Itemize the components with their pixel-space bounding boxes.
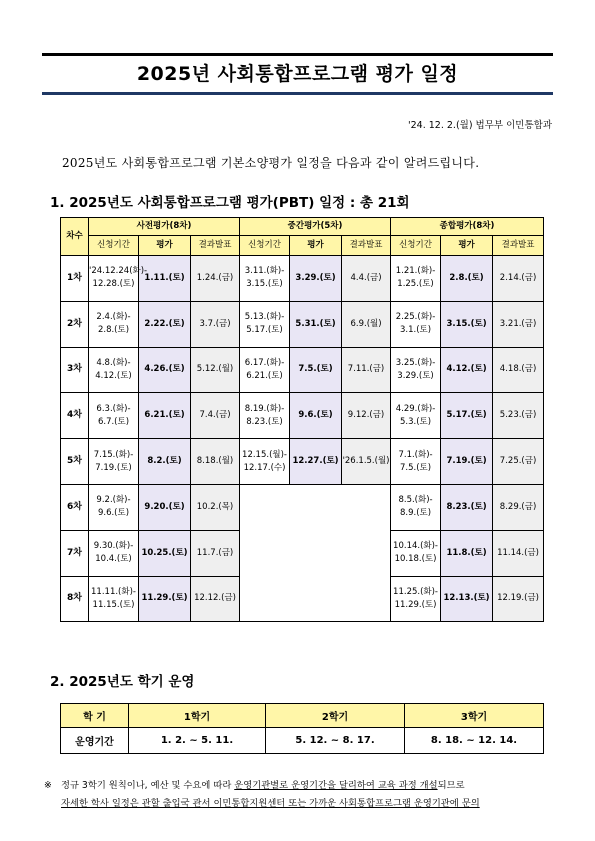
eval-date-cell: 8.2.(토): [139, 439, 191, 485]
result-date-cell: 10.2.(목): [191, 484, 240, 530]
result-date-cell: 12.19.(금): [493, 576, 544, 622]
result-date-cell: 2.14.(금): [493, 256, 544, 302]
period-term-3: 8. 18. ~ 12. 14.: [405, 728, 544, 754]
schedule-row: [61, 393, 544, 439]
eval-date-cell: 9.20.(토): [139, 484, 191, 530]
subheader-result: 결과발표: [493, 236, 544, 256]
apply-period-cell: [391, 347, 441, 393]
result-date-cell: 8.18.(월): [191, 439, 240, 485]
apply-start: 2.25.(화)-: [395, 312, 436, 323]
apply-start: 4.8.(화)-: [96, 357, 131, 368]
apply-end: 3.15.(토): [246, 279, 283, 290]
round-header: 차수: [61, 218, 89, 256]
note-mark: ※: [44, 780, 52, 791]
subheader-result: 결과발표: [342, 236, 391, 256]
intro-text: 2025년도 사회통합프로그램 기본소양평가 일정을 다음과 같이 알려드립니다.: [62, 156, 480, 170]
period-term-2: 5. 12. ~ 8. 17.: [266, 728, 405, 754]
result-date-cell: 11.14.(금): [493, 530, 544, 576]
eval-date-cell: 1.11.(토): [139, 256, 191, 302]
apply-period-cell: [240, 301, 290, 347]
apply-end: 4.12.(토): [95, 370, 132, 381]
apply-period-cell: [89, 484, 139, 530]
note-line1-underlined: 운영기관별로 운영기간을 달리하여 교육 과정 개설: [234, 780, 438, 791]
subheader-eval: 평가: [441, 236, 493, 256]
semester-table: [60, 703, 544, 754]
result-date-cell: 7.11.(금): [342, 347, 391, 393]
semester-term-3: 3학기: [405, 704, 544, 728]
apply-start: 12.15.(월)-: [242, 449, 287, 460]
apply-start: 11.11.(화)-: [91, 586, 136, 597]
apply-start: 2.4.(화)-: [96, 312, 131, 323]
round-cell: 5차: [61, 439, 89, 485]
apply-end: 5.17.(토): [246, 325, 283, 336]
section-1-heading: 1. 2025년도 사회통합프로그램 평가(PBT) 일정 : 총 21회: [50, 195, 410, 211]
eval-date-cell: 7.5.(토): [290, 347, 342, 393]
apply-period-cell: [89, 301, 139, 347]
apply-end: 12.28.(토): [92, 279, 135, 290]
apply-end: 10.18.(토): [394, 554, 437, 565]
apply-period-cell: [240, 256, 290, 302]
note-line1-b: 되므로: [437, 780, 465, 791]
apply-end: 2.8.(토): [97, 325, 130, 336]
result-date-cell: 1.24.(금): [191, 256, 240, 302]
result-date-cell: 11.7.(금): [191, 530, 240, 576]
eval-date-cell: 2.22.(토): [139, 301, 191, 347]
apply-start: 11.25.(화)-: [393, 586, 438, 597]
apply-end: 5.3.(토): [399, 416, 432, 427]
result-date-cell: 9.12.(금): [342, 393, 391, 439]
group-header-mid: 중간평가(5차): [240, 218, 391, 236]
subheader-eval: 평가: [139, 236, 191, 256]
result-date-cell: 7.4.(금): [191, 393, 240, 439]
apply-start: 6.17.(화)-: [244, 357, 285, 368]
apply-start: 7.1.(화)-: [398, 449, 433, 460]
title-rule-bottom: [42, 92, 553, 95]
empty-mid-block: [240, 484, 391, 621]
apply-end: 8.23.(토): [246, 416, 283, 427]
page-title: 2025년 사회통합프로그램 평가 일정: [136, 63, 459, 85]
apply-end: 1.25.(토): [397, 279, 434, 290]
eval-date-cell: 6.21.(토): [139, 393, 191, 439]
eval-date-cell: 10.25.(토): [139, 530, 191, 576]
eval-date-cell: 2.8.(토): [441, 256, 493, 302]
apply-period-cell: [89, 439, 139, 485]
apply-end: 11.29.(토): [394, 599, 437, 610]
apply-start: 9.2.(화)-: [96, 495, 131, 506]
round-cell: 6차: [61, 484, 89, 530]
round-cell: 3차: [61, 347, 89, 393]
apply-period-cell: [391, 301, 441, 347]
apply-start: 7.15.(화)-: [93, 449, 134, 460]
apply-period-cell: [391, 439, 441, 485]
subheader-eval: 평가: [290, 236, 342, 256]
result-date-cell: 4.18.(금): [493, 347, 544, 393]
apply-end: 3.1.(토): [399, 325, 432, 336]
subheader-apply: 신청기간: [89, 236, 139, 256]
result-date-cell: 4.4.(금): [342, 256, 391, 302]
round-cell: 7차: [61, 530, 89, 576]
apply-start: '24.12.24(화)-: [89, 266, 148, 277]
apply-period-cell: [240, 347, 290, 393]
eval-date-cell: 12.13.(토): [441, 576, 493, 622]
apply-period-cell: [89, 530, 139, 576]
result-date-cell: 6.9.(월): [342, 301, 391, 347]
subheader-apply: 신청기간: [240, 236, 290, 256]
eval-date-cell: 7.19.(토): [441, 439, 493, 485]
apply-start: 3.25.(화)-: [395, 357, 436, 368]
apply-end: 11.15.(토): [92, 599, 135, 610]
apply-start: 6.3.(화)-: [96, 403, 131, 414]
apply-period-cell: [89, 393, 139, 439]
round-cell: 2차: [61, 301, 89, 347]
schedule-row: [61, 347, 544, 393]
eval-date-cell: 11.29.(토): [139, 576, 191, 622]
apply-end: 3.29.(토): [397, 370, 434, 381]
apply-period-cell: [391, 484, 441, 530]
result-date-cell: 5.12.(월): [191, 347, 240, 393]
footnote: [44, 777, 556, 813]
apply-start: 5.13.(화)-: [244, 312, 285, 323]
apply-end: 6.21.(토): [246, 370, 283, 381]
apply-start: 8.19.(화)-: [244, 403, 285, 414]
result-date-cell: '26.1.5.(월): [342, 439, 391, 485]
apply-end: 7.19.(토): [95, 462, 132, 473]
date-line: '24. 12. 2.(월) 법무부 이민통합과: [408, 120, 552, 131]
apply-start: 9.30.(화)-: [93, 541, 134, 552]
apply-period-cell: [89, 347, 139, 393]
apply-end: 8.9.(토): [399, 508, 432, 519]
apply-end: 7.5.(토): [399, 462, 432, 473]
eval-date-cell: 12.27.(토): [290, 439, 342, 485]
note-line2: 자세한 학사 일정은 관할 출입국 관서 이민통합지원센터 또는 가까운 사회통합프로그램 운영기관에 문의: [61, 798, 480, 809]
semester-term-1: 1학기: [129, 704, 266, 728]
result-date-cell: 3.21.(금): [493, 301, 544, 347]
apply-period-cell: [89, 256, 148, 302]
subheader-apply: 신청기간: [391, 236, 441, 256]
apply-period-cell: [391, 256, 441, 302]
semester-header-label: 학 기: [61, 704, 129, 728]
eval-date-cell: 3.15.(토): [441, 301, 493, 347]
result-date-cell: 8.29.(금): [493, 484, 544, 530]
apply-start: 10.14.(화)-: [393, 541, 438, 552]
note-line1-a: 정규 3학기 원칙이나, 예산 및 수요에 따라: [61, 780, 235, 791]
period-label: 운영기간: [61, 728, 129, 754]
section-2-heading: 2. 2025년도 학기 운영: [50, 674, 195, 690]
eval-date-cell: 4.26.(토): [139, 347, 191, 393]
apply-end: 10.4.(토): [95, 554, 132, 565]
schedule-row: [61, 484, 544, 530]
schedule-row: [61, 301, 544, 347]
apply-period-cell: [391, 576, 441, 622]
apply-period-cell: [240, 439, 290, 485]
apply-start: 1.21.(화)-: [395, 266, 436, 277]
round-cell: 8차: [61, 576, 89, 622]
eval-date-cell: 5.17.(토): [441, 393, 493, 439]
apply-start: 8.5.(화)-: [398, 495, 433, 506]
result-date-cell: 3.7.(금): [191, 301, 240, 347]
round-cell: 4차: [61, 393, 89, 439]
group-header-final: 종합평가(8차): [391, 218, 544, 236]
eval-date-cell: 4.12.(토): [441, 347, 493, 393]
apply-end: 12.17.(수): [243, 462, 286, 473]
apply-end: 6.7.(토): [97, 416, 130, 427]
apply-end: 9.6.(토): [97, 508, 130, 519]
eval-date-cell: 3.29.(토): [290, 256, 342, 302]
schedule-row: [61, 439, 544, 485]
result-date-cell: 5.23.(금): [493, 393, 544, 439]
subheader-result: 결과발표: [191, 236, 240, 256]
schedule-row: [61, 256, 544, 302]
apply-period-cell: [89, 576, 139, 622]
apply-period-cell: [391, 530, 441, 576]
round-cell: 1차: [61, 256, 89, 302]
eval-date-cell: 8.23.(토): [441, 484, 493, 530]
title-box: [42, 53, 553, 95]
evaluation-schedule-table: [60, 217, 544, 622]
eval-date-cell: 5.31.(토): [290, 301, 342, 347]
period-term-1: 1. 2. ~ 5. 11.: [129, 728, 266, 754]
result-date-cell: 7.25.(금): [493, 439, 544, 485]
eval-date-cell: 11.8.(토): [441, 530, 493, 576]
apply-start: 3.11.(화)-: [244, 266, 285, 277]
apply-start: 4.29.(화)-: [395, 403, 436, 414]
group-header-pre: 사전평가(8차): [89, 218, 240, 236]
apply-period-cell: [391, 393, 441, 439]
semester-term-2: 2학기: [266, 704, 405, 728]
apply-period-cell: [240, 393, 290, 439]
result-date-cell: 12.12.(금): [191, 576, 240, 622]
eval-date-cell: 9.6.(토): [290, 393, 342, 439]
